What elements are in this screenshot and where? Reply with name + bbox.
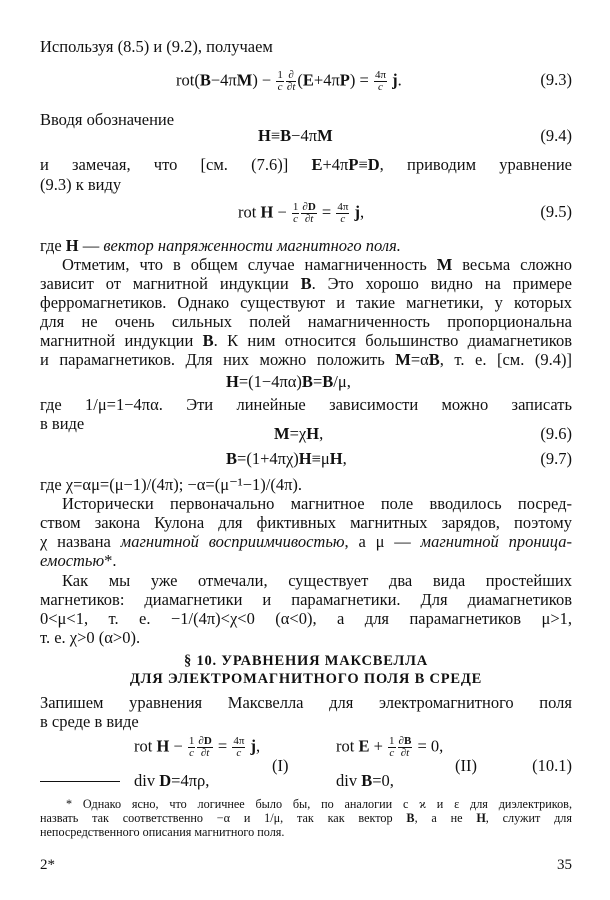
- equation-10-1-i: rot H − $\frac{1}{c}$ $\frac{\partial D}{\partial t}$ = $\frac{4\pi}{c}$ j,: [134, 735, 261, 759]
- equation-9-3: rot(B−4πM) − $\frac{1}{c}$ $\frac{\partial}{\partial t}$ (E+4πP) = $\frac{4\pi}{c}$ j.: [176, 69, 402, 93]
- equation-label: (I): [272, 756, 289, 775]
- fraction: $\frac{1}{c}$: [277, 69, 283, 93]
- fraction: $\frac{1}{c}$: [389, 735, 395, 759]
- fraction: $\frac{1}{c}$: [292, 201, 299, 225]
- equation-number: (9.7): [540, 449, 572, 468]
- equation-number: (9.5): [540, 202, 572, 221]
- text-line: 0<μ<1, т. е. −1/(4π)<χ<0 (α<0), а для парамагнетиков μ>1,: [40, 609, 572, 628]
- text-line: Запишем уравнения Максвелла для электромагнитного поля: [40, 693, 572, 712]
- section-heading: § 10. УРАВНЕНИЯ МАКСВЕЛЛА: [183, 653, 429, 669]
- fraction: $\frac{4\pi}{c}$: [374, 69, 386, 93]
- footnote-line: непосредственного описания магнитного поля.: [40, 825, 285, 839]
- section-heading: ДЛЯ ЭЛЕКТРОМАГНИТНОГО ПОЛЯ В СРЕДЕ: [129, 671, 483, 687]
- text-line: в среде в виде: [40, 712, 139, 731]
- footnote-line: * Однако ясно, что логичнее было бы, по аналогии с ϰ и ε для диэлектриков,: [66, 797, 572, 811]
- text-line: Как мы уже отмечали, существует два вида простейших: [62, 571, 572, 590]
- text-line: в виде: [40, 414, 85, 433]
- equation-number: (9.4): [540, 126, 572, 145]
- equation-9-5: rot H − $\frac{1}{c}$ $\frac{\partial D}{\partial t}$ = $\frac{4\pi}{c}$ j,: [238, 201, 365, 225]
- footnote-rule: [40, 781, 120, 782]
- text-line: и парамагнетиков. Для них можно положить M=αB, т. е. [см. (9.4)]: [40, 350, 572, 369]
- fraction: $\frac{4\pi}{c}$: [233, 735, 245, 759]
- text-line: магнитной индукции B. К ним относится большинство диамагнетиков: [40, 331, 572, 350]
- text-line: зависит от магнитной индукции B. Это хорошо видно на примере: [40, 274, 572, 293]
- equation-10-1-ii: rot E + $\frac{1}{c}$ $\frac{\partial B}{\partial t}$ = 0,: [336, 735, 444, 759]
- text-line: магнетиков: диамагнетики и парамагнетики. Для диамагнетиков: [40, 590, 572, 609]
- equation-number: (9.6): [540, 424, 572, 443]
- equation-label: (II): [455, 756, 477, 775]
- text-line: т. е. χ>0 (α>0).: [40, 628, 141, 647]
- page-number: 35: [557, 857, 572, 873]
- text-line: емостью*.: [40, 551, 117, 570]
- text-line: для не очень сильных полей намагниченность пропорциональна: [40, 312, 572, 331]
- text-line: где H — вектор напряженности магнитного поля.: [40, 236, 401, 255]
- text-line: ферромагнетиков. Однако существуют и такие магнетики, у которых: [40, 293, 572, 312]
- text-line: где χ=αμ=(μ−1)/(4π); −α=(μ⁻¹−1)/(4π).: [40, 475, 303, 494]
- fraction: $\frac{4\pi}{c}$: [337, 201, 349, 225]
- text-line: и замечая, что [см. (7.6)] E+4πP≡D, приводим уравнение: [40, 155, 572, 174]
- equation-9-4: H≡B−4πM: [258, 126, 333, 145]
- equation-number: (9.3): [540, 70, 572, 89]
- equation-10-1-iv: div B=0,: [336, 771, 394, 790]
- text-line: Используя (8.5) и (9.2), получаем: [40, 37, 273, 56]
- text-line: Исторически первоначально магнитное поле вводилось посред-: [62, 494, 572, 513]
- equation-10-1-iii: div D=4πρ,: [134, 771, 210, 790]
- equation-number: (10.1): [532, 756, 572, 775]
- text-line: ством закона Кулона для фиктивных магнитных зарядов, поэтому: [40, 513, 572, 532]
- fraction: $\frac{\partial B}{\partial t}$: [398, 735, 412, 759]
- footnote-line: назвать так соответственно −α и 1/μ, так как вектор B, а не H, служит для: [40, 811, 572, 825]
- equation-9-6: M=χH,: [274, 424, 324, 443]
- text-line: Отметим, что в общем случае намагниченность M весьма сложно: [62, 255, 573, 274]
- text-line: χ названа магнитной восприимчивостью, а μ — магнитной проница-: [40, 532, 572, 551]
- fraction: $\frac{\partial D}{\partial t}$: [302, 201, 316, 225]
- text-line: Вводя обозначение: [40, 110, 175, 129]
- fraction: $\frac{1}{c}$: [188, 735, 195, 759]
- text-line: (9.3) к виду: [40, 175, 122, 194]
- equation-9-7: B=(1+4πχ)H≡μH,: [226, 449, 347, 468]
- fraction: $\frac{\partial D}{\partial t}$: [198, 735, 212, 759]
- fraction: $\frac{\partial}{\partial t}$: [286, 69, 296, 93]
- text-line: где 1/μ=1−4πα. Эти линейные зависимости можно записать: [40, 395, 572, 414]
- equation-h: H=(1−4πα)B=B/μ,: [226, 372, 351, 391]
- signature-mark: 2*: [40, 857, 55, 873]
